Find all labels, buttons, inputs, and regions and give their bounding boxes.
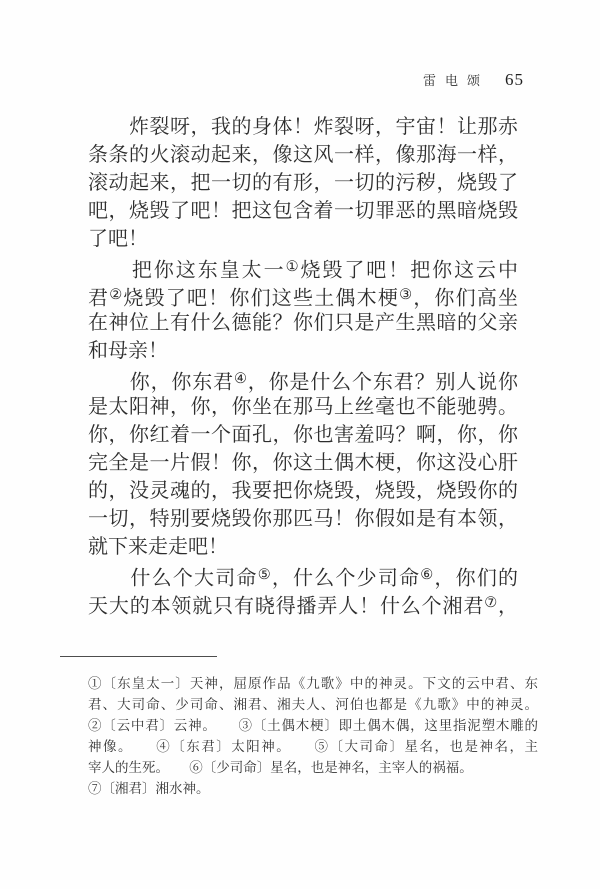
main-text: [88, 113, 518, 617]
text-line: 条条的火滚动起来，像这风一样，像那海一样，: [88, 144, 518, 166]
text-line: 了吧！: [88, 228, 148, 250]
page-header: [0, 70, 524, 90]
text-line: 炸裂呀，我的身体！炸裂呀，宇宙！让那赤: [88, 116, 518, 138]
text-line: 完全是一片假！你，你这土偶木梗，你这没心肝: [88, 452, 518, 474]
text-line: 把你这东皇太一①烧毁了吧！把你这云中: [88, 259, 518, 281]
footnote-line: ②〔云中君〕云神。 ③〔土偶木梗〕即土偶木偶，这里指泥塑木雕的: [88, 718, 538, 733]
footnote-line: 宰人的生死。 ⑥〔少司命〕星名，也是神名，主宰人的祸福。: [88, 760, 473, 775]
footnote-ref-icon: ④: [233, 371, 248, 387]
footnote-ref-icon: ②: [109, 287, 124, 303]
footnote-line: 神像。 ④〔东君〕太阳神。 ⑤〔大司命〕星名，也是神名，主: [88, 739, 538, 754]
footnote-divider: [60, 656, 217, 657]
text-line: 在神位上有什么德能？你们只是产生黑暗的父亲: [88, 312, 518, 334]
paragraph: [88, 561, 518, 617]
text-line: 就下来走走吧！: [88, 536, 228, 558]
paragraph: [88, 365, 518, 561]
text-line: 吧，烧毁了吧！把这包含着一切罪恶的黑暗烧毁: [88, 200, 518, 222]
text-line: 什么个大司命⑤，什么个少司命⑥，你们的: [88, 567, 518, 589]
running-title: 雷电颂: [422, 73, 489, 88]
footnote-ref-icon: ①: [285, 259, 301, 275]
text-line: 你，你东君④，你是什么个东君？别人说你: [88, 371, 518, 393]
page-number: 65: [505, 70, 524, 89]
text-line: 你，你红着一个面孔，你也害羞吗？啊，你，你: [88, 424, 518, 446]
footnotes: [88, 673, 538, 799]
paragraph: [88, 253, 518, 365]
text-line: 滚动起来，把一切的有形，一切的污秽，烧毁了: [88, 172, 518, 194]
text-line: 的，没灵魂的，我要把你烧毁，烧毁，烧毁你的: [88, 480, 518, 502]
footnote-ref-icon: ③: [399, 287, 414, 303]
text-line: 一切，特别要烧毁你那匹马！你假如是有本领，: [88, 508, 518, 530]
text-line: 君②烧毁了吧！你们这些土偶木梗③，你们高坐: [88, 287, 518, 309]
footnote-line: 君、大司命、少司命、湘君、湘夫人、河伯也都是《九歌》中的神灵。: [88, 697, 538, 712]
footnote-ref-icon: ⑤: [257, 567, 272, 583]
footnote-line: ①〔东皇太一〕天神，屈原作品《九歌》中的神灵。下文的云中君、东: [88, 676, 538, 691]
footnote-line: ⑦〔湘君〕湘水神。: [88, 781, 210, 796]
footnote-ref-icon: ⑦: [484, 595, 499, 611]
text-line: 和母亲！: [88, 340, 168, 362]
text-line: 天大的本领就只有晓得播弄人！什么个湘君⑦，: [88, 595, 518, 617]
footnote-ref-icon: ⑥: [420, 567, 435, 583]
text-line: 是太阳神，你，你坐在那马上丝毫也不能驰骋。: [88, 396, 518, 418]
paragraph: [88, 113, 518, 253]
